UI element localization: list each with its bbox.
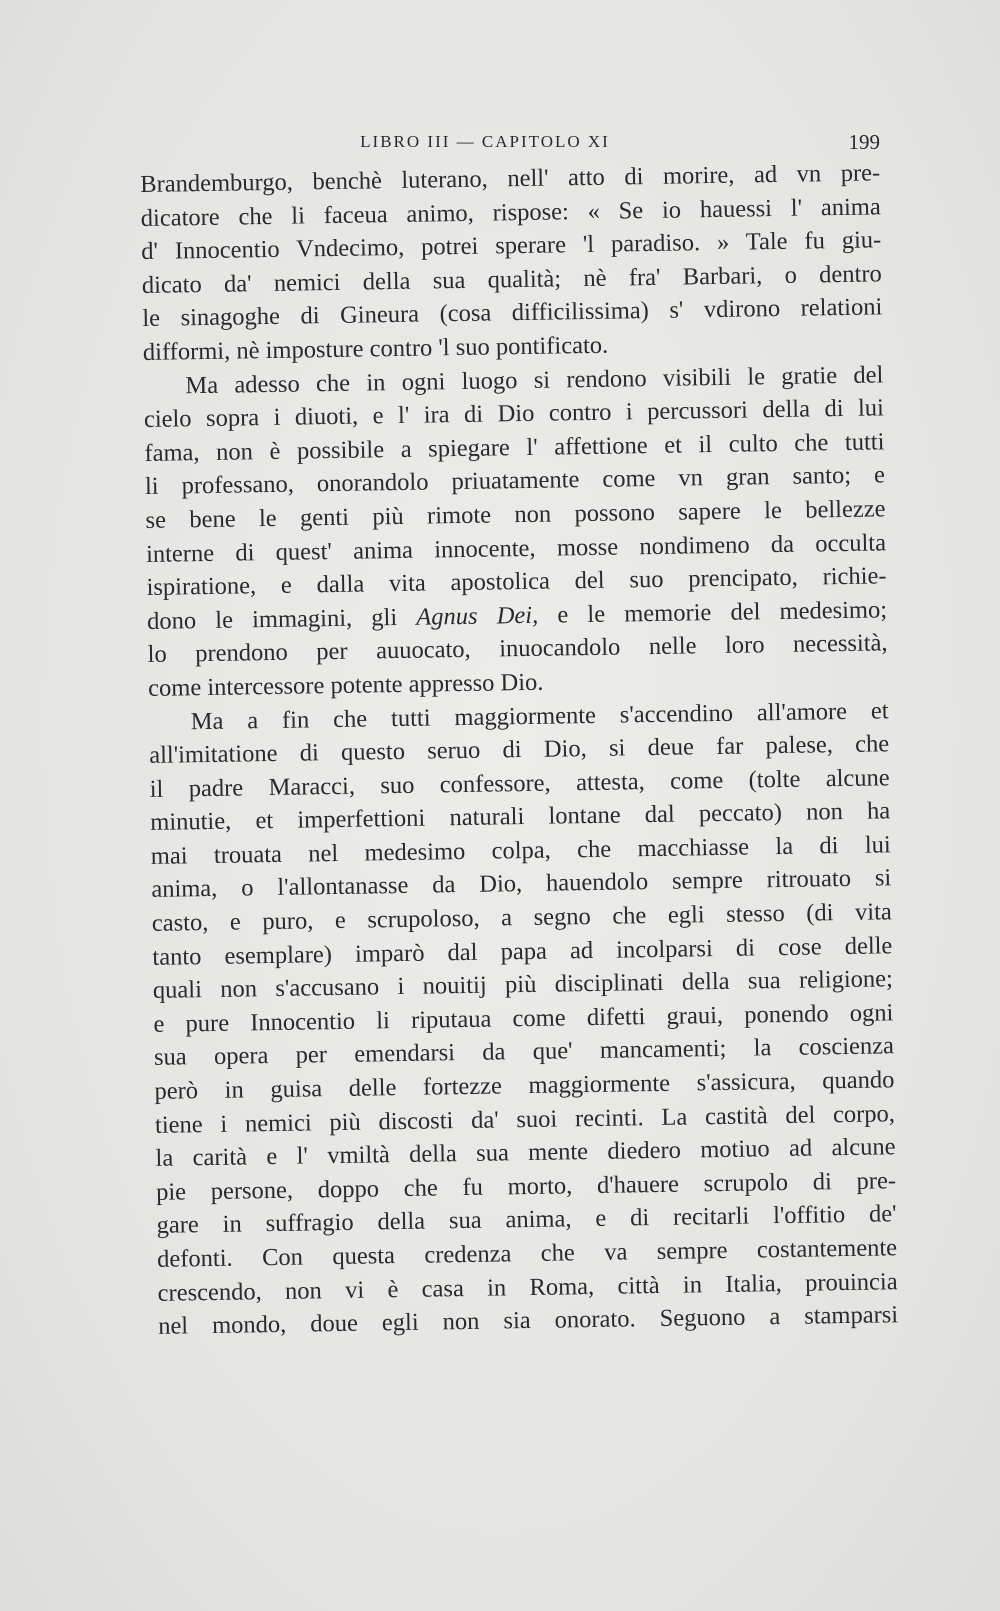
text-line: se bene le genti più rimote non possono sapere le bellezze	[145, 495, 886, 534]
text-line: nel mondo, doue egli non sia onorato. Seguono a stamparsi	[157, 1301, 899, 1341]
paragraph-1	[140, 156, 883, 369]
text-line: mai trouata nel medesimo colpa, che macchiasse la di lui	[150, 831, 891, 870]
text-line: anima, o l'allontanasse da Dio, hauendolo sempre ritrouato si	[151, 864, 892, 904]
page-number: 199	[848, 130, 880, 154]
text-line: minutie, et imperfettioni naturali lontane dal peccato) non ha	[150, 797, 891, 837]
text-line: pie persone, doppo che fu morto, d'hauere scrupolo di pre-	[155, 1167, 897, 1206]
text-fragment: dono le immagini, gli	[146, 603, 417, 635]
text-line: dicatore che li faceua animo, rispose: « Se io hauessi l' anima	[140, 192, 881, 232]
text-line: Ma adesso che in ogni luogo si rendono visibili le gratie del	[185, 360, 884, 399]
text-line: crescendo, non vi è casa in Roma, città in Italia, prouincia	[157, 1267, 898, 1307]
text-line: il padre Maracci, suo confessore, attesta, come (tolte alcune	[149, 763, 890, 803]
text-line: all'imitatione di questo seruo di Dio, si deue far palese, che	[149, 730, 890, 770]
text-line: ispiratione, e dalla vita apostolica del suo prencipato, richie-	[146, 562, 887, 602]
text-line: tanto esemplare) imparò dal papa ad incolparsi di cose delle	[152, 931, 893, 971]
text-line: come intercessore potente appresso Dio.	[147, 668, 544, 702]
text-line: Ma a fin che tutti maggiormente s'accendino all'amore et	[190, 696, 889, 735]
text-line: casto, e puro, e scrupoloso, a segno che egli stesso (di vita	[151, 898, 892, 937]
text-line: gare in suffragio della sua anima, e di recitarli l'offitio de'	[156, 1200, 897, 1240]
text-line: Brandemburgo, benchè luterano, nell' atto di morire, ad vn pre-	[140, 159, 881, 198]
text-line: e pure Innocentio li riputaua come difetti graui, ponendo ogni	[153, 999, 894, 1038]
text-fragment: e le memorie del medesimo;	[537, 596, 888, 629]
text-line: defonti. Con questa credenza che va sempre costantemente	[156, 1234, 898, 1273]
text-line: tiene i nemici più discosti da' suoi recinti. La castità del corpo,	[154, 1099, 896, 1139]
text-line: interne di quest' anima innocente, mosse nondimeno da occulta	[145, 528, 887, 568]
text-line: difformi, nè imposture contro 'l suo pontificato.	[142, 331, 609, 366]
paragraph-3	[148, 694, 898, 1344]
text-line: le sinagoghe di Gineura (cosa difficilissima) s' vdirono relationi	[142, 293, 883, 333]
text-line: d' Innocentio Vndecimo, potrei sperare 'l paradiso. » Tale fu giu-	[141, 226, 882, 266]
body-text	[140, 156, 898, 1343]
agnus-dei-italic: Agnus Dei,	[416, 601, 539, 631]
text-line: cielo sopra i diuoti, e l' ira di Dio contro i percussori della di lui	[143, 394, 885, 434]
text-line: però in guisa delle fortezze maggiormente s'assicura, quando	[154, 1066, 895, 1105]
paragraph-2	[143, 358, 888, 706]
text-line: quali non s'accusano i nouitij più disciplinati della sua religione;	[152, 965, 894, 1005]
text-line: fama, non è possibile a spiegare l' affettione et il culto che tutti	[144, 428, 885, 467]
text-line: li professano, onorandolo priuatamente come vn gran santo; e	[144, 461, 886, 501]
text-line: lo prendono per auuocato, inuocandolo nelle loro necessità,	[147, 629, 888, 669]
running-head: LIBRO III — CAPITOLO XI	[360, 132, 610, 151]
text-line: la carità e l' vmiltà della sua mente diedero motiuo ad alcune	[155, 1133, 896, 1173]
text-line: sua opera per emendarsi da que' mancamenti; la coscienza	[153, 1032, 895, 1072]
text-line: dicato da' nemici della sua qualità; nè fra' Barbari, o dentro	[141, 260, 882, 299]
